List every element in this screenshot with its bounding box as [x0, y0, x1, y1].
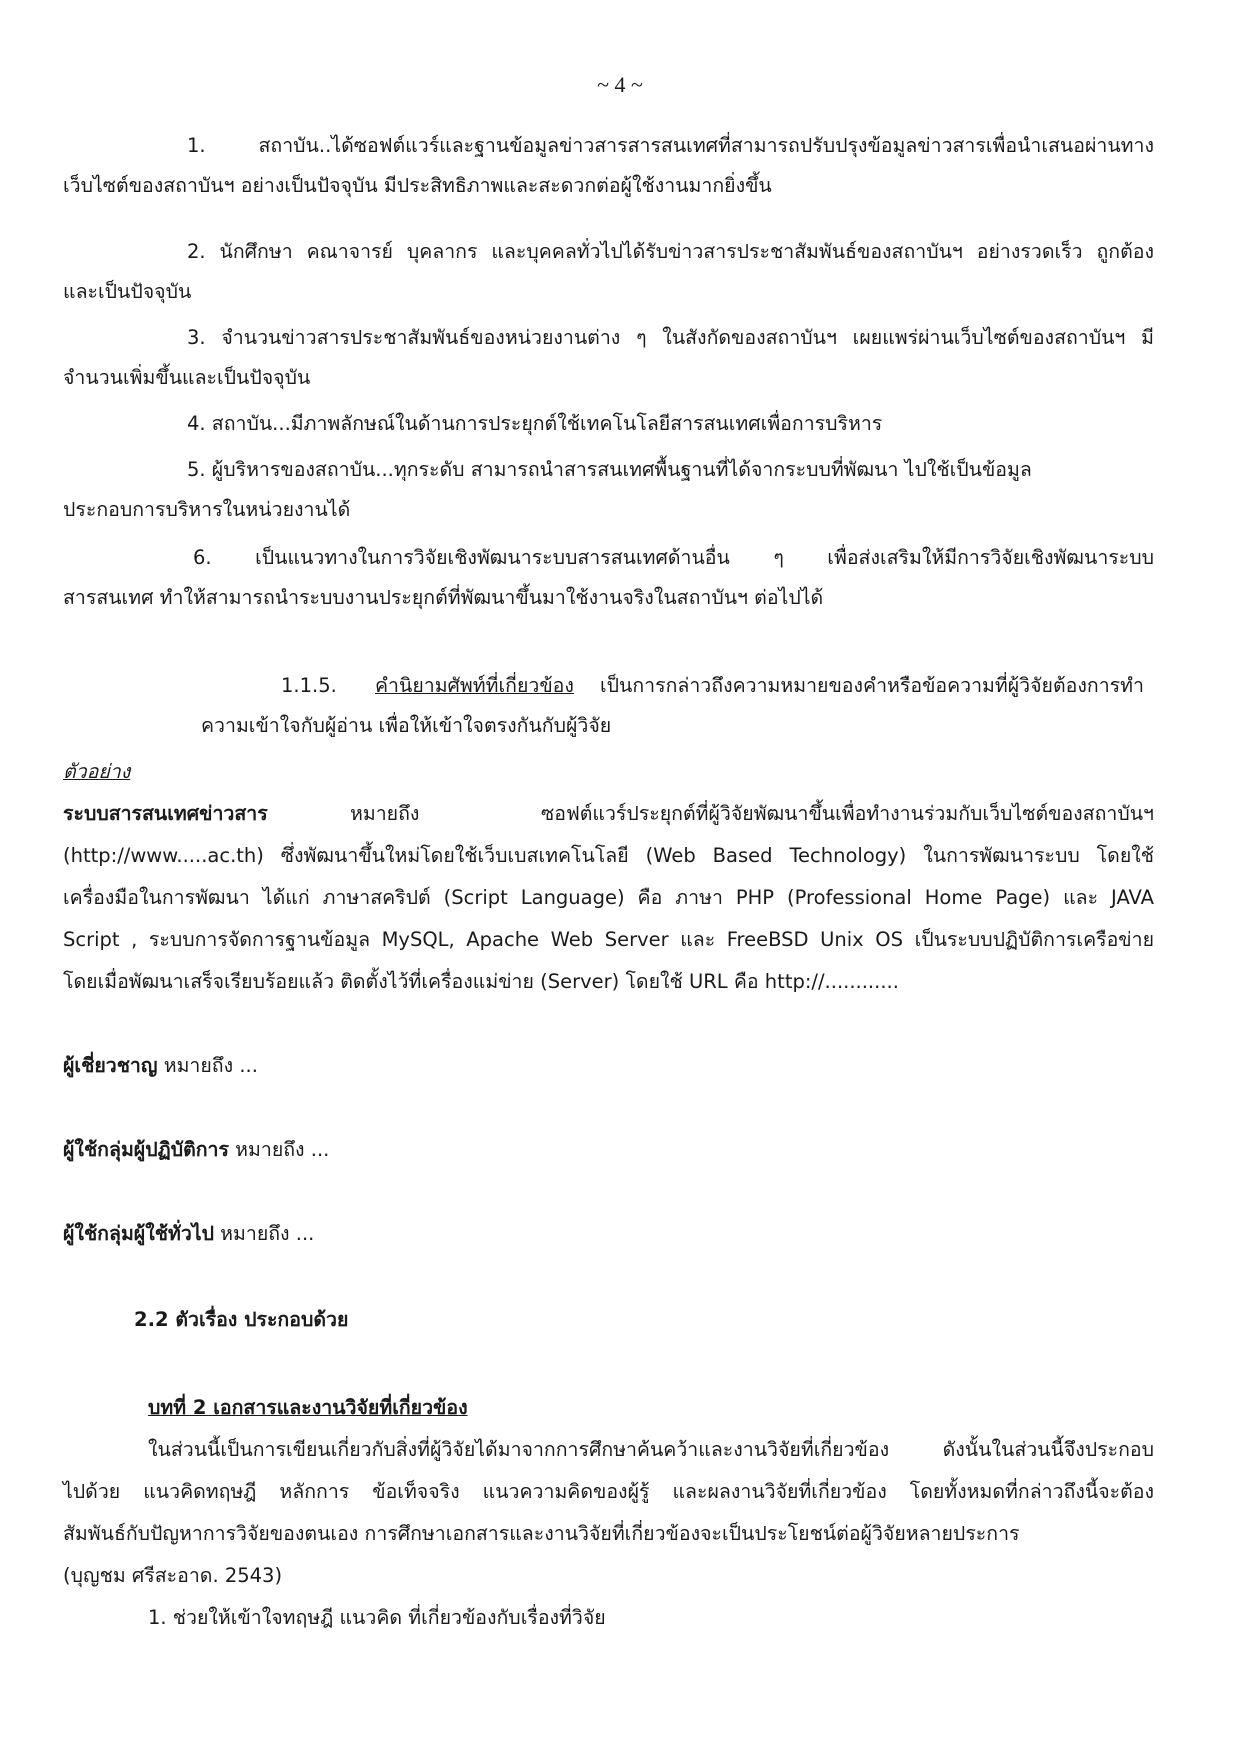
term-expert-def: หมายถึง ... — [163, 1054, 258, 1077]
chapter-2-para-line-3: สัมพันธ์กับปัญหาการวิจัยของตนเอง การศึกษาเอกสารและงานวิจัยที่เกี่ยวข้องจะเป็นประโยชน์ต่อผู้วิจัยหลายประการ — [63, 1522, 1020, 1545]
citation: (บุญชม ศรีสะอาด. 2543) — [63, 1564, 283, 1587]
term-expert: ผู้เชี่ยวชาญ — [63, 1054, 158, 1077]
benefit-item-5-line-2: ประกอบการบริหารในหน่วยงานได้ — [63, 498, 351, 521]
term-information-system-def-line-3: เครื่องมือในการพัฒนา ได้แก่ ภาษาสคริปต์ (Script Language) คือ ภาษา PHP (Professional Home Page) และ JAVA — [63, 886, 1154, 909]
term-information-system-def-line-4: Script , ระบบการจัดการฐานข้อมูล MySQL, Apache Web Server และ FreeBSD Unix OS เป็นระบบปฏิบัติการเครือข่าย — [63, 928, 1154, 951]
term-information-system-def-line-5: โดยเมื่อพัฒนาเสร็จเรียบร้อยแล้ว ติดตั้งไว้ที่เครื่องแม่ข่าย (Server) โดยใช้ URL คือ http://............ — [63, 970, 899, 993]
term-information-system-def-line-2: (http://www.....ac.th) ซึ่งพัฒนาขึ้นใหม่โดยใช้เว็บเบสเทคโนโลยี (Web Based Technology) ในการพัฒนาระบบ โดยใช้ — [63, 844, 1154, 867]
benefit-item-1-line-2: เว็บไซต์ของสถาบันฯ อย่างเป็นปัจจุบัน มีประสิทธิภาพและสะดวกต่อผู้ใช้งานมากยิ่งขึ้น — [63, 174, 772, 197]
benefit-item-1-line-1: 1. สถาบัน..ได้ซอฟต์แวร์และฐานข้อมูลข่าวสารสารสนเทศที่สามารถปรับปรุงข้อมูลข่าวสารเพื่อนำเสนอผ่านทาง — [187, 134, 1154, 157]
benefit-item-6-line-1: 6. เป็นแนวทางในการวิจัยเชิงพัฒนาระบบสารสนเทศด้านอื่น ๆ เพื่อส่งเสริมให้มีการวิจัยเชิงพัฒนาระบบ — [193, 546, 1154, 569]
definitions-intro-line-2: ความเข้าใจกับผู้อ่าน เพื่อให้เข้าใจตรงกันกับผู้วิจัย — [201, 714, 612, 737]
benefit-item-2-line-1: 2. นักศึกษา คณาจารย์ บุคลากร และบุคคลทั่วไปได้รับข่าวสารประชาสัมพันธ์ของสถาบันฯ อย่างรวดเร็ว ถูกต้อง — [187, 240, 1154, 263]
term-operator-users: ผู้ใช้กลุ่มผู้ปฏิบัติการ — [63, 1138, 229, 1161]
chapter-2-heading: บทที่ 2 เอกสารและงานวิจัยที่เกี่ยวข้อง — [148, 1396, 468, 1419]
term-expert-row — [63, 1052, 258, 1080]
chapter-2-para-line-1: ในส่วนนี้เป็นการเขียนเกี่ยวกับสิ่งที่ผู้วิจัยได้มาจากการศึกษาค้นคว้าและงานวิจัยที่เกี่ยวข้อง ดังนั้นในส่วนนี้จึงประกอบ — [148, 1438, 1154, 1461]
benefit-item-4-line-1: 4. สถาบัน...มีภาพลักษณ์ในด้านการประยุกต์ใช้เทคโนโลยีสารสนเทศเพื่อการบริหาร — [187, 412, 883, 435]
term-general-users: ผู้ใช้กลุ่มผู้ใช้ทั่วไป — [63, 1222, 214, 1245]
definitions-intro-line-1: เป็นการกล่าวถึงความหมายของคำหรือข้อความที่ผู้วิจัยต้องการทำ — [600, 674, 1144, 697]
body-section-heading: 2.2 ตัวเรื่อง ประกอบด้วย — [134, 1308, 349, 1331]
example-label: ตัวอย่าง — [63, 760, 131, 783]
term-general-users-def: หมายถึง ... — [220, 1222, 315, 1245]
term-information-system-def-line-1: หมายถึง ซอฟต์แวร์ประยุกต์ที่ผู้วิจัยพัฒนาขึ้นเพื่อทำงานร่วมกับเว็บไซต์ของสถาบันฯ — [350, 802, 1154, 825]
benefit-item-3-line-1: 3. จำนวนข่าวสารประชาสัมพันธ์ของหน่วยงานต่าง ๆ ในสังกัดของสถาบันฯ เผยแพร่ผ่านเว็บไซต์ของสถาบันฯ มี — [187, 326, 1154, 349]
section-number: 1.1.5. — [281, 674, 337, 697]
chapter-2-para-line-2: ไปด้วย แนวคิดทฤษฎี หลักการ ข้อเท็จจริง แนวความคิดของผู้รู้ และผลงานวิจัยที่เกี่ยวข้อง โดยทั้งหมดที่กล่าวถึงนี้จะต้อง — [63, 1480, 1154, 1503]
benefit-item-6-line-2: สารสนเทศ ทำให้สามารถนำระบบงานประยุกต์ที่พัฒนาขึ้นมาใช้งานจริงในสถาบันฯ ต่อไปได้ — [63, 586, 824, 609]
benefit-item-2-line-2: และเป็นปัจจุบัน — [63, 280, 192, 303]
term-operator-users-def: หมายถึง ... — [235, 1138, 330, 1161]
page-number: ~ 4 ~ — [597, 72, 643, 97]
benefit-item-5-line-1: 5. ผู้บริหารของสถาบัน...ทุกระดับ สามารถนำสารสนเทศพื้นฐานที่ได้จากระบบที่พัฒนา ไปใช้เป็นข้อมูล — [187, 458, 1032, 481]
term-general-row — [63, 1220, 314, 1248]
term-information-system: ระบบสารสนเทศข่าวสาร — [63, 802, 268, 825]
benefit-item-3-line-2: จำนวนเพิ่มขึ้นและเป็นปัจจุบัน — [63, 366, 311, 389]
term-operator-row — [63, 1136, 329, 1164]
definitions-heading: คำนิยามศัพท์ที่เกี่ยวข้อง — [375, 674, 574, 697]
chapter-2-list-item-1: 1. ช่วยให้เข้าใจทฤษฎี แนวคิด ที่เกี่ยวข้องกับเรื่องที่วิจัย — [148, 1606, 606, 1629]
